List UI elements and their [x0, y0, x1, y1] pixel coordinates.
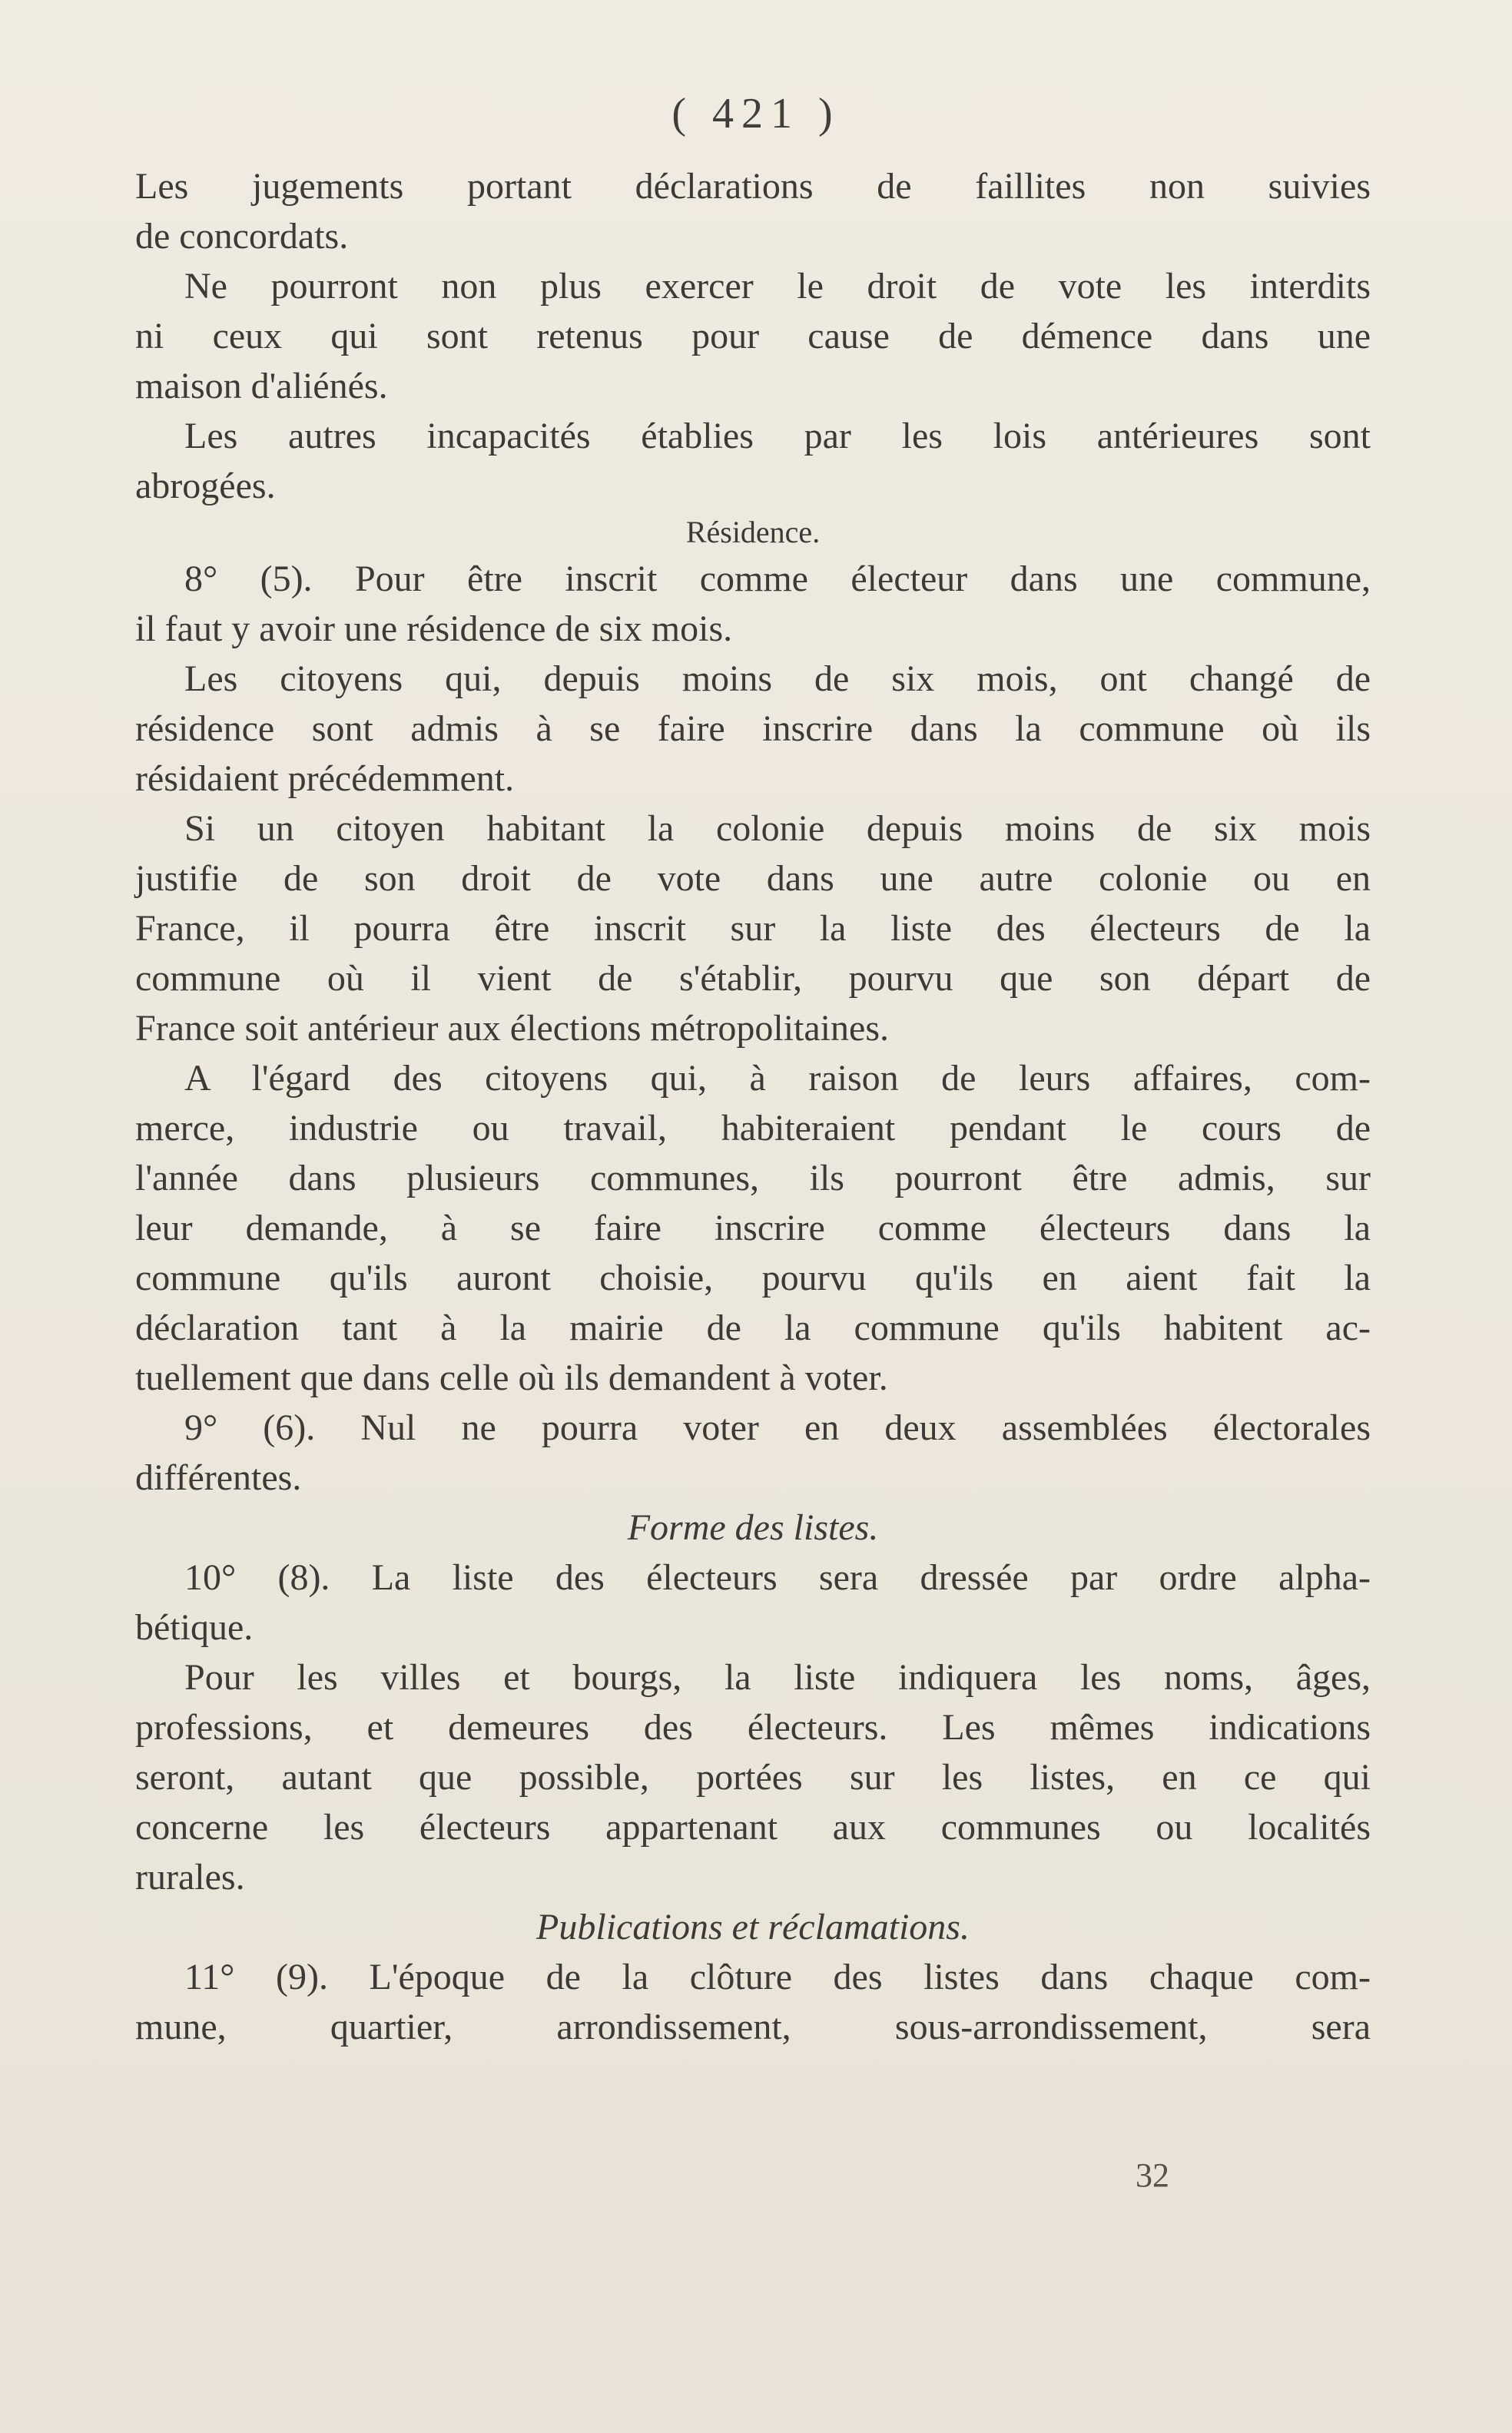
text-line: de concordats. — [135, 216, 349, 257]
section-heading: Résidence. — [685, 515, 821, 549]
text-line: France, il pourra être inscrit sur la liste des électeurs de la — [135, 908, 1371, 949]
text-line: merce, industrie ou travail, habiteraient pendant le cours de — [135, 1108, 1371, 1149]
text-line: 10° (8). La liste des électeurs sera dressée par ordre alpha- — [184, 1557, 1371, 1598]
text-line: commune qu'ils auront choisie, pourvu qu'ils en aient fait la — [135, 1258, 1371, 1298]
text-line: abrogées. — [135, 466, 276, 506]
text-line: Ne pourront non plus exercer le droit de vote les interdits — [184, 266, 1371, 307]
text-line: bétique. — [135, 1607, 254, 1648]
text-line: 11° (9). L'époque de la clôture des listes dans chaque com- — [184, 1957, 1371, 1997]
text-line: résidaient précédemment. — [135, 758, 515, 799]
text-line: Si un citoyen habitant la colonie depuis moins de six mois — [184, 808, 1371, 849]
text-line: tuellement que dans celle où ils demandent à voter. — [135, 1357, 888, 1398]
text-line: différentes. — [135, 1457, 302, 1498]
text-line: A l'égard des citoyens qui, à raison de leurs affaires, com- — [184, 1058, 1371, 1099]
text-line: déclaration tant à la mairie de la commune qu'ils habitent ac- — [135, 1308, 1371, 1348]
text-line: résidence sont admis à se faire inscrire dans la commune où ils — [135, 708, 1371, 749]
text-line: leur demande, à se faire inscrire comme électeurs dans la — [135, 1208, 1371, 1248]
text-line: maison d'aliénés. — [135, 366, 388, 406]
text-line: commune où il vient de s'établir, pourvu que son départ de — [135, 958, 1371, 999]
text-line: l'année dans plusieurs communes, ils pourront être admis, sur — [135, 1158, 1371, 1198]
page-number: ( 421 ) — [671, 90, 841, 138]
text-line: il faut y avoir une résidence de six mois. — [135, 608, 733, 649]
text-line: Pour les villes et bourgs, la liste indiquera les noms, âges, — [184, 1657, 1371, 1698]
text-line: professions, et demeures des électeurs. Les mêmes indications — [135, 1707, 1371, 1748]
text-line: mune, quartier, arrondissement, sous-arrondissement, sera — [135, 2007, 1371, 2047]
text-line: Les jugements portant déclarations de faillites non suivies — [135, 166, 1371, 207]
text-line: concerne les électeurs appartenant aux communes ou localités — [135, 1807, 1371, 1848]
text-line: Les citoyens qui, depuis moins de six mois, ont changé de — [184, 658, 1371, 699]
section-heading: Publications et réclamations. — [536, 1907, 970, 1947]
text-line: ni ceux qui sont retenus pour cause de démence dans une — [135, 316, 1371, 356]
signature-mark: 32 — [1136, 2156, 1169, 2194]
text-line: 8° (5). Pour être inscrit comme électeur dans une commune, — [184, 559, 1371, 599]
text-line: Les autres incapacités établies par les lois antérieures sont — [184, 416, 1371, 456]
text-line: seront, autant que possible, portées sur les listes, en ce qui — [135, 1757, 1371, 1798]
text-line: rurales. — [135, 1857, 245, 1898]
body-text — [135, 161, 1371, 2052]
text-line: 9° (6). Nul ne pourra voter en deux assemblées électorales — [184, 1407, 1371, 1448]
text-line: justifie de son droit de vote dans une autre colonie ou en — [135, 858, 1371, 899]
text-line: France soit antérieur aux élections métropolitaines. — [135, 1008, 889, 1049]
section-heading: Forme des listes. — [627, 1507, 879, 1548]
